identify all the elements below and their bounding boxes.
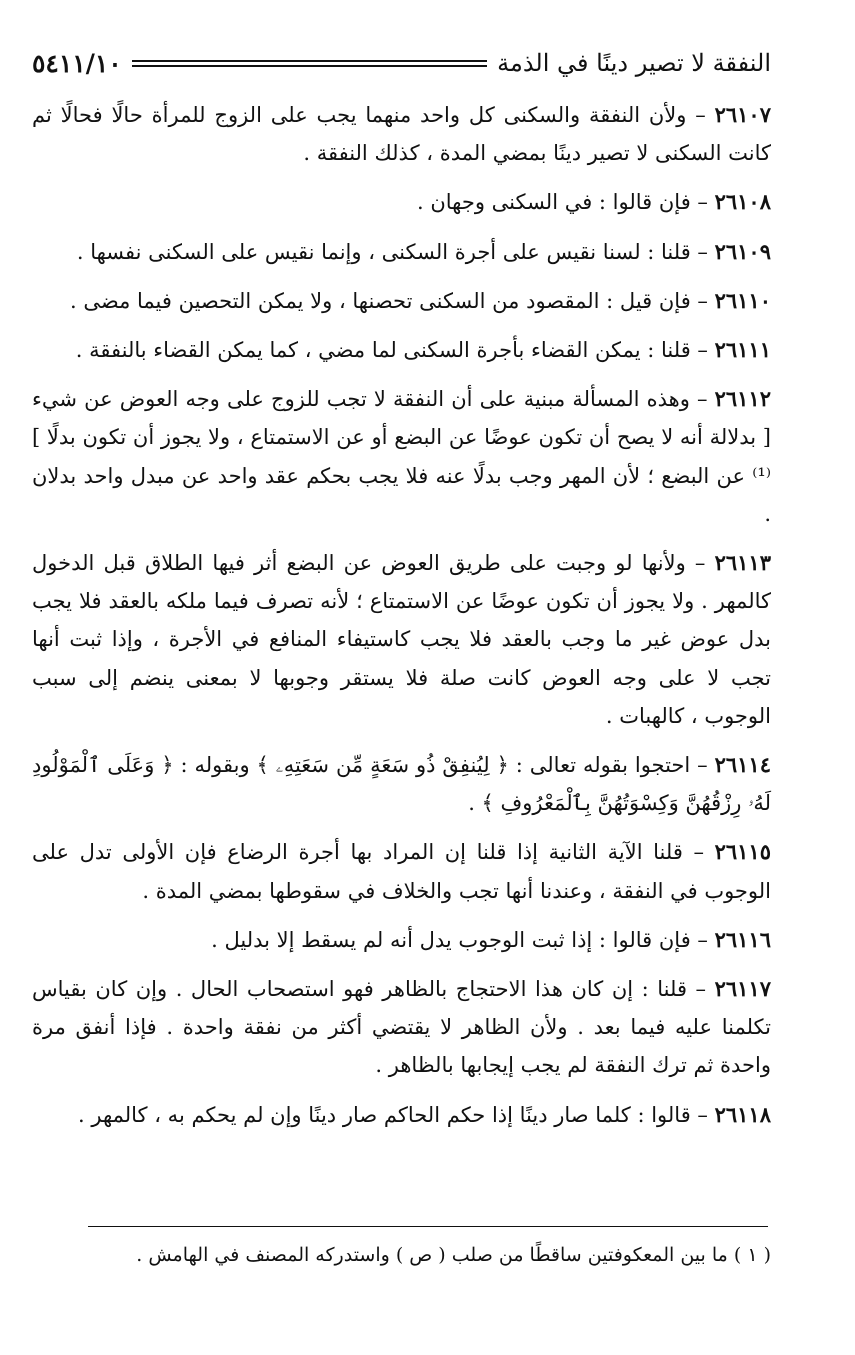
paragraph-text: – قالوا : كلما صار دينًا إذا حكم الحاكم صار دينًا وإن لم يحكم به ، كالمهر . bbox=[78, 1102, 715, 1127]
running-title: النفقة لا تصير دينًا في الذمة bbox=[497, 49, 771, 77]
paragraph bbox=[32, 282, 771, 320]
footnote: ( ١ ) ما بين المعكوفتين ساقطًا من صلب ( ص ) واستدركه المصنف في الهامش . bbox=[136, 1244, 771, 1266]
paragraph-number: ٢٦١٠٨ bbox=[714, 189, 771, 215]
paragraph-number: ٢٦١١٣ bbox=[714, 550, 771, 576]
paragraph-text: – قلنا : يمكن القضاء بأجرة السكنى لما مضي ، كما يمكن القضاء بالنفقة . bbox=[75, 338, 715, 363]
header-rule bbox=[132, 60, 487, 67]
paragraph-text: – احتجوا بقوله تعالى : ﴿ لِيُنفِقْ ذُو سَعَةٍ مِّن سَعَتِهِۦ ﴾ وبقوله : ﴿ وَعَلَى ٱلْمَوْلُودِ لَهُۥ رِزْقُهُنَّ وَكِسْوَتُهُنَّ بِٱلْمَعْرُوفِ ﴾ . bbox=[32, 753, 771, 816]
paragraph bbox=[32, 96, 771, 172]
paragraph-text: – وهذه المسألة مبنية على أن النفقة لا تجب للزوج على وجه العوض عن شيء [ بدلالة أنه لا يصح أن تكون عوضًا عن البضع أو عن الاستمتاع ، ولا يجوز أن تكون بدلًا ] ⁽¹⁾ عن البضع ؛ لأن المهر وجب بدلًا عنه فلا يجب بحكم عقد واحد عن مبدل واحد بدلان . bbox=[32, 387, 771, 526]
paragraph bbox=[32, 331, 771, 369]
paragraph-number: ٢٦١١٤ bbox=[714, 752, 771, 778]
paragraph bbox=[32, 833, 771, 909]
paragraph-text: – فإن قيل : المقصود من السكنى تحصنها ، ولا يمكن التحصين فيما مضى . bbox=[70, 288, 715, 313]
paragraph bbox=[32, 544, 771, 735]
paragraph-number: ٢٦١٠٧ bbox=[714, 102, 771, 127]
paragraph-text: – قلنا : لسنا نقيس على أجرة السكنى ، وإنما نقيس على السكنى نفسها . bbox=[76, 239, 715, 264]
paragraph bbox=[32, 921, 771, 959]
paragraph-number: ٢٦١١٦ bbox=[714, 926, 771, 952]
paragraph-text: – ولأنها لو وجبت على طريق العوض عن البضع أثر فيها الطلاق قبل الدخول كالمهر . ولا يجوز أن تكون عوضًا عن الاستمتاع ؛ لأنه تصرف فيما ملكه بالعقد فلا يجب بدل عوض غير ما وجب بالعقد فلا يجب كاستيفاء المنافع في الأجرة ، وإذا ثبت أنها تجب لا على وجه العوض كانت صلة فلا يستقر وجوبها لا بمعنى ينضم إلى سبب الوجوب ، كالهبات . bbox=[32, 551, 771, 728]
paragraph-text: – ولأن النفقة والسكنى كل واحد منهما يجب على الزوج للمرأة حالًا فحالًا ثم كانت السكنى لا تصير دينًا بمضي المدة ، كذلك النفقة . bbox=[32, 103, 771, 166]
paragraph-text: – قلنا : إن كان هذا الاحتجاج بالظاهر فهو استصحاب الحال . وإن كان بقياس تكلمنا عليه فيما بعد . ولأن الظاهر لا يقتضي أكثر من نفقة واحدة . فإذا أنفق مرة واحدة ثم ترك النفقة لم يجب إيجابها بالظاهر . bbox=[32, 977, 771, 1078]
paragraph bbox=[32, 380, 771, 533]
paragraph bbox=[32, 183, 771, 221]
paragraph-number: ٢٦١١٢ bbox=[714, 386, 771, 412]
main-text bbox=[32, 96, 771, 1134]
paragraph bbox=[32, 233, 771, 271]
paragraph-number: ٢٦١١٨ bbox=[714, 1101, 771, 1127]
paragraph bbox=[32, 746, 771, 822]
paragraph-text: – قلنا الآية الثانية إذا قلنا إن المراد بها أجرة الرضاع فإن الأولى تدل على الوجوب في النفقة ، وعندنا أنها تجب والخلاف في سقوطها بمضي المدة . bbox=[32, 840, 771, 903]
paragraph-text: – فإن قالوا : إذا ثبت الوجوب يدل أنه لم يسقط إلا بدليل . bbox=[211, 927, 715, 952]
paragraph bbox=[32, 970, 771, 1085]
page-header bbox=[32, 38, 771, 88]
page-number: ٥٤١١/١٠ bbox=[32, 48, 122, 78]
paragraph-number: ٢٦١١٠ bbox=[714, 287, 771, 313]
paragraph-text: – فإن قالوا : في السكنى وجهان . bbox=[416, 190, 715, 215]
paragraph-number: ٢٦١١١ bbox=[714, 337, 771, 363]
paragraph-number: ٢٦١١٧ bbox=[714, 976, 771, 1002]
paragraph-number: ٢٦١٠٩ bbox=[714, 238, 771, 264]
footnote-separator bbox=[88, 1226, 768, 1227]
paragraph bbox=[32, 1096, 771, 1134]
paragraph-number: ٢٦١١٥ bbox=[714, 839, 771, 865]
